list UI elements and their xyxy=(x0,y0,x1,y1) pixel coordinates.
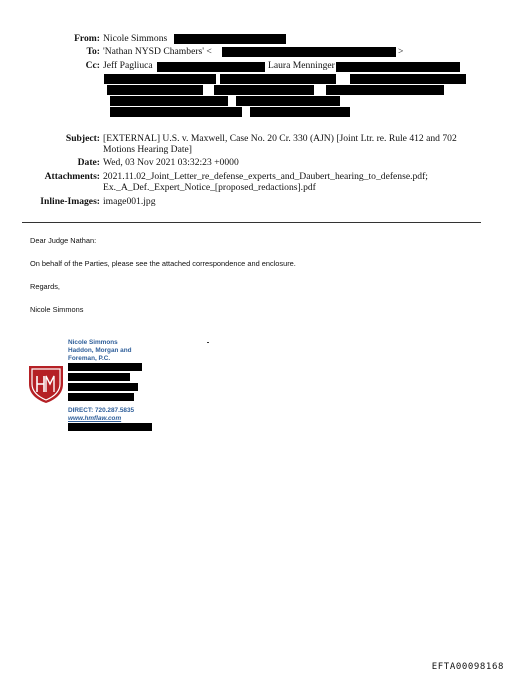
redaction-cc-6 xyxy=(107,85,203,95)
cc-name-2: Laura Menninger xyxy=(268,60,335,71)
redaction-cc-10 xyxy=(236,96,340,106)
to-label: To: xyxy=(86,46,100,57)
cc-label: Cc: xyxy=(85,60,100,71)
redaction-cc-4 xyxy=(220,74,336,84)
stray-mark xyxy=(207,342,209,343)
redaction-sig-3 xyxy=(68,383,138,391)
subject-line-1: [EXTERNAL] U.S. v. Maxwell, Case No. 20 Cr. 330 (AJN) [Joint Ltr. re. Rule 412 and 702 xyxy=(103,133,457,144)
redaction-cc-9 xyxy=(110,96,228,106)
redaction-from xyxy=(174,34,286,44)
closing: Regards, xyxy=(30,282,60,291)
redaction-cc-12 xyxy=(250,107,350,117)
subject-line-2: Motions Hearing Date] xyxy=(103,144,192,155)
sig-direct-phone: DIRECT: 720.287.5835 xyxy=(68,407,135,414)
to-close: > xyxy=(398,46,404,57)
sig-block-firm-1: Haddon, Morgan and xyxy=(68,347,132,354)
from-label: From: xyxy=(74,33,100,44)
attachments-row-2 xyxy=(0,182,512,194)
date-value: Wed, 03 Nov 2021 03:32:23 +0000 xyxy=(103,157,239,168)
signature-name: Nicole Simmons xyxy=(30,305,84,314)
subject-label: Subject: xyxy=(65,133,100,144)
bates-number: EFTA00098168 xyxy=(431,662,504,672)
sig-website-link[interactable]: www.hmflaw.com xyxy=(68,415,122,422)
redaction-cc-2 xyxy=(336,62,460,72)
header-divider xyxy=(22,222,481,223)
shield-logo-icon xyxy=(27,364,65,404)
redaction-cc-11 xyxy=(110,107,242,117)
redaction-sig-5 xyxy=(68,423,152,431)
to-value: 'Nathan NYSD Chambers' < xyxy=(103,46,212,57)
redaction-sig-4 xyxy=(68,393,134,401)
redaction-cc-3 xyxy=(104,74,216,84)
redaction-cc-5 xyxy=(350,74,466,84)
redaction-sig-2 xyxy=(68,373,130,381)
inline-images-label: Inline-Images: xyxy=(40,196,100,207)
redaction-cc-7 xyxy=(214,85,314,95)
cc-name-1: Jeff Pagliuca xyxy=(103,60,153,71)
attachments-line-1: 2021.11.02_Joint_Letter_re_defense_experts_and_Daubert_hearing_to_defense.pdf; xyxy=(103,171,428,182)
redaction-cc-1 xyxy=(157,62,265,72)
sig-block-name: Nicole Simmons xyxy=(68,339,118,346)
inline-images-row xyxy=(0,196,512,208)
firm-logo xyxy=(27,364,65,404)
date-label: Date: xyxy=(77,157,100,168)
sig-block-firm-2: Foreman, P.C. xyxy=(68,355,111,362)
attachments-label: Attachments: xyxy=(44,171,100,182)
redaction-cc-8 xyxy=(326,85,444,95)
date-row xyxy=(0,157,512,169)
salutation: Dear Judge Nathan: xyxy=(30,236,97,245)
redaction-to xyxy=(222,47,396,57)
inline-images-value: image001.jpg xyxy=(103,196,156,207)
from-value: Nicole Simmons xyxy=(103,33,168,44)
attachments-line-2: Ex._A_Def._Expert_Notice_[proposed_redactions].pdf xyxy=(103,182,316,193)
redaction-sig-1 xyxy=(68,363,142,371)
subject-row-2 xyxy=(0,144,512,156)
body-paragraph: On behalf of the Parties, please see the attached correspondence and enclosure. xyxy=(30,259,296,268)
